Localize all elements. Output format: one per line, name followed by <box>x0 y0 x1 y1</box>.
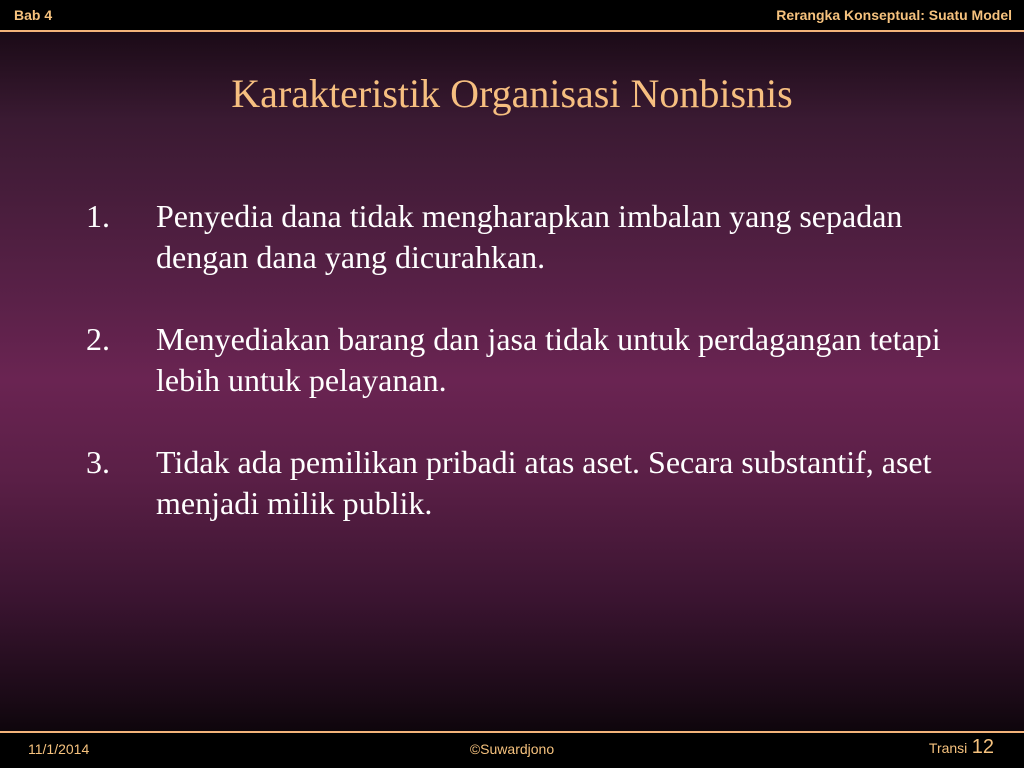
slide-title: Karakteristik Organisasi Nonbisnis <box>231 71 793 116</box>
footer-date: 11/1/2014 <box>28 741 90 757</box>
list-item <box>86 442 966 524</box>
list-item-text: Tidak ada pemilikan pribadi atas aset. Secara substantif, aset menjadi milik publik. <box>156 444 932 521</box>
list-item-number: 3. <box>86 444 110 480</box>
topic-label: Rerangka Konseptual: Suatu Model <box>776 7 1012 23</box>
chapter-label: Bab 4 <box>14 7 53 23</box>
list-item <box>86 319 966 401</box>
footer-slide-info <box>929 736 994 759</box>
numbered-list <box>86 196 966 565</box>
list-item <box>86 196 966 278</box>
list-item-number: 1. <box>86 198 110 234</box>
footer-author: ©Suwardjono <box>469 741 555 757</box>
footer-slide-number: 12 <box>971 736 994 758</box>
footer-slide-label: Transi <box>928 740 968 756</box>
list-item-text: Menyediakan barang dan jasa tidak untuk perdagangan tetapi lebih untuk pelayanan. <box>156 321 941 398</box>
list-item-number: 2. <box>86 321 110 357</box>
header-divider <box>0 30 1024 32</box>
list-item-text: Penyedia dana tidak mengharapkan imbalan yang sepadan dengan dana yang dicurahkan. <box>156 198 903 275</box>
